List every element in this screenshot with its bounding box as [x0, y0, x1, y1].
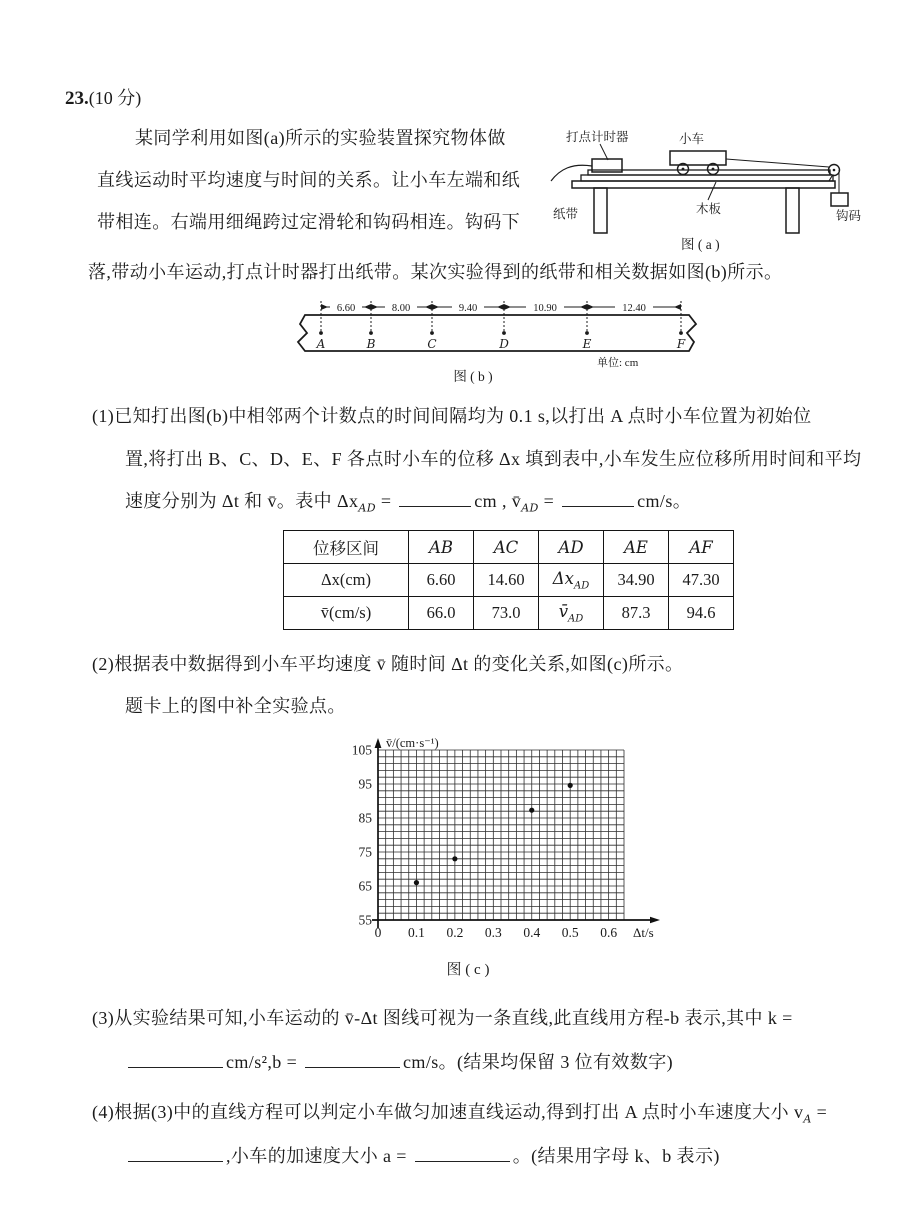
table-header-row — [284, 531, 734, 564]
board-icon — [581, 175, 833, 181]
tape-label: 纸带 — [553, 207, 579, 221]
q4-line1-text-b: = — [811, 1102, 828, 1122]
chart-grid — [378, 750, 624, 920]
q1-line3-text-e: cm/s。 — [637, 491, 692, 511]
x-tick-label-0.2: 0.2 — [446, 925, 464, 940]
header-af: AF — [669, 531, 734, 564]
q1-answer-blank-dx — [399, 489, 471, 507]
point-b-label: B — [366, 337, 376, 351]
header-ae: AE — [604, 531, 669, 564]
data-table-wrap — [283, 530, 734, 630]
x-tick-label-0: 0 — [374, 925, 382, 940]
y-tick-label-75: 75 — [358, 844, 372, 860]
data-point — [452, 856, 457, 861]
q1-line3-text-a: 速度分别为 Δt 和 v̄。表中 Δx — [125, 491, 359, 511]
q1-line3-text-c: cm , v̄ — [474, 491, 522, 511]
intro-line-3: 带相连。右端用细绳跨过定滑轮和钩码相连。钩码下 — [97, 212, 521, 232]
q1-dx-ad-subscript: AD — [358, 501, 376, 515]
q3-answer-blank-b — [305, 1050, 400, 1068]
dx-ac: 14.60 — [474, 564, 539, 597]
timing-dots — [319, 331, 683, 335]
point-a-label: A — [316, 337, 326, 351]
q4-line-1 — [92, 1098, 827, 1126]
q2-line-1: (2)根据表中数据得到小车平均速度 v̄ 随时间 Δt 的变化关系,如图(c)所示。 — [92, 654, 684, 674]
q1-line-2: 置,将打出 B、C、D、E、F 各点时小车的位移 Δx 填到表中,小车发生应位移所用时间和平均 — [125, 449, 862, 469]
q4-line2-text-a: ,小车的加速度大小 a = — [226, 1146, 412, 1166]
q4-line-2 — [125, 1142, 720, 1168]
segment-ab-value: 6.60 — [336, 303, 356, 314]
dx-ab: 6.60 — [409, 564, 474, 597]
x-tick-label-0.5: 0.5 — [561, 925, 579, 940]
y-axis-arrow — [375, 738, 382, 748]
cart-wheel-right-hub — [712, 168, 715, 171]
q4-line1-text-a: (4)根据(3)中的直线方程可以判定小车做匀加速直线运动,得到打出 A 点时小车速度大小 v — [92, 1102, 804, 1122]
figure-a-caption: 图 ( a ) — [681, 237, 720, 252]
weights-label: 钩码 — [836, 209, 862, 223]
unit-note: 单位: cm — [597, 357, 639, 369]
board-leader-line — [708, 182, 716, 200]
intro-line-2: 直线运动时平均速度与时间的关系。让小车左端和纸 — [97, 170, 521, 190]
board-label: 木板 — [696, 202, 722, 216]
y-tick-label-65: 65 — [358, 878, 372, 894]
question-header — [65, 84, 141, 110]
v-af: 94.6 — [669, 597, 734, 630]
v-ab: 66.0 — [409, 597, 474, 630]
cart-wheel-left-hub — [682, 168, 685, 171]
figure-b-caption: 图 ( b ) — [453, 369, 493, 384]
y-axis-label: v̄/(cm·s⁻¹) — [386, 736, 439, 750]
v-ae: 87.3 — [604, 597, 669, 630]
chart-svg — [328, 736, 668, 951]
tape-icon — [551, 165, 592, 181]
question-number: 23. — [65, 88, 89, 109]
row-v-label: v̄(cm/s) — [284, 597, 409, 630]
v-ad-main: v̄ — [558, 601, 569, 621]
figure-a-svg — [548, 123, 903, 261]
q1-line-3 — [125, 487, 691, 515]
pulley-hub — [833, 169, 836, 172]
x-axis-arrow — [650, 917, 660, 924]
q1-line3-eq1: = — [375, 491, 397, 511]
y-tick-label-105: 105 — [351, 742, 372, 758]
row-dx-label: Δx(cm) — [284, 564, 409, 597]
y-tick-label-95: 95 — [358, 776, 372, 792]
q4-answer-blank-a — [415, 1144, 510, 1162]
tape-outline-icon — [298, 315, 696, 351]
string-icon — [726, 159, 829, 167]
x-tick-label-0.3: 0.3 — [484, 925, 502, 940]
segment-ef-value: 12.40 — [622, 303, 646, 314]
point-d-label: D — [499, 337, 509, 351]
point-e-label: E — [582, 337, 592, 351]
x-axis-label: Δt/s — [633, 925, 654, 940]
q2-line-2: 题卡上的图中补全实验点。 — [125, 696, 346, 716]
data-point — [414, 880, 419, 885]
q1-line3-eq2: = — [538, 491, 560, 511]
header-interval: 位移区间 — [284, 531, 409, 564]
q3-answer-blank-k — [128, 1050, 223, 1068]
q3-line2-text-b: cm/s。(结果均保留 3 位有效数字) — [403, 1052, 674, 1072]
data-point — [529, 808, 534, 813]
point-f-label: F — [676, 337, 686, 351]
segment-bc-value: 8.00 — [391, 303, 411, 314]
data-point — [568, 783, 573, 788]
q3-line-2 — [125, 1048, 673, 1074]
q4-va-subscript: A — [803, 1112, 812, 1126]
table-velocity-row — [284, 597, 734, 630]
cart-icon — [670, 151, 726, 165]
weights-icon — [831, 193, 848, 206]
v-ad-sub: AD — [568, 613, 584, 625]
x-tick-label-0.1: 0.1 — [408, 925, 425, 940]
segment-de-value: 10.90 — [533, 303, 557, 314]
table-leg-left-icon — [594, 188, 607, 233]
dx-ad-symbol — [539, 564, 604, 597]
q1-v-ad-subscript: AD — [521, 501, 539, 515]
point-c-label: C — [427, 337, 437, 351]
figure-b — [283, 293, 708, 393]
intro-line-1: 某同学利用如图(a)所示的实验装置探究物体做 — [135, 128, 506, 148]
y-tick-label-85: 85 — [358, 810, 372, 826]
figure-c-caption: 图 ( c ) — [446, 962, 490, 978]
figure-c — [328, 736, 668, 979]
intro-line-4: 落,带动小车运动,打点计时器打出纸带。某次实验得到的纸带和相关数据如图(b)所示。 — [88, 262, 783, 282]
question-points: (10 分) — [88, 88, 142, 108]
header-ad: AD — [539, 531, 604, 564]
dx-af: 47.30 — [669, 564, 734, 597]
chart-axes — [372, 744, 652, 928]
q4-answer-blank-va — [128, 1144, 223, 1162]
segment-cd-value: 9.40 — [458, 303, 478, 314]
q3-line2-text-a: cm/s²,b = — [226, 1052, 303, 1072]
q1-line-1: (1)已知打出图(b)中相邻两个计数点的时间间隔均为 0.1 s,以打出 A 点时小车位置为初始位 — [92, 406, 812, 426]
figure-b-svg — [283, 293, 708, 393]
data-table — [283, 530, 734, 630]
table-leg-right-icon — [786, 188, 799, 233]
timer-leader-line — [600, 144, 608, 160]
table-top-icon — [572, 181, 835, 188]
q4-line2-text-b: 。(结果用字母 k、b 表示) — [512, 1146, 720, 1166]
x-tick-label-0.6: 0.6 — [600, 925, 618, 940]
header-ac: AC — [474, 531, 539, 564]
v-ac: 73.0 — [474, 597, 539, 630]
cart-label: 小车 — [679, 132, 705, 146]
dx-ae: 34.90 — [604, 564, 669, 597]
dx-ad-main: Δx — [552, 568, 574, 588]
figure-a — [548, 123, 903, 261]
q3-line-1: (3)从实验结果可知,小车运动的 v̄-Δt 图线可视为一条直线,此直线用方程-b 表示,其中 k = — [92, 1008, 793, 1028]
dx-ad-sub: AD — [573, 580, 590, 592]
v-ad-symbol — [539, 597, 604, 630]
header-ab: AB — [409, 531, 474, 564]
x-tick-label-0.4: 0.4 — [523, 925, 541, 940]
q1-answer-blank-v — [562, 489, 634, 507]
table-displacement-row — [284, 564, 734, 597]
y-tick-label-55: 55 — [358, 912, 372, 928]
timer-label: 打点计时器 — [566, 130, 629, 144]
